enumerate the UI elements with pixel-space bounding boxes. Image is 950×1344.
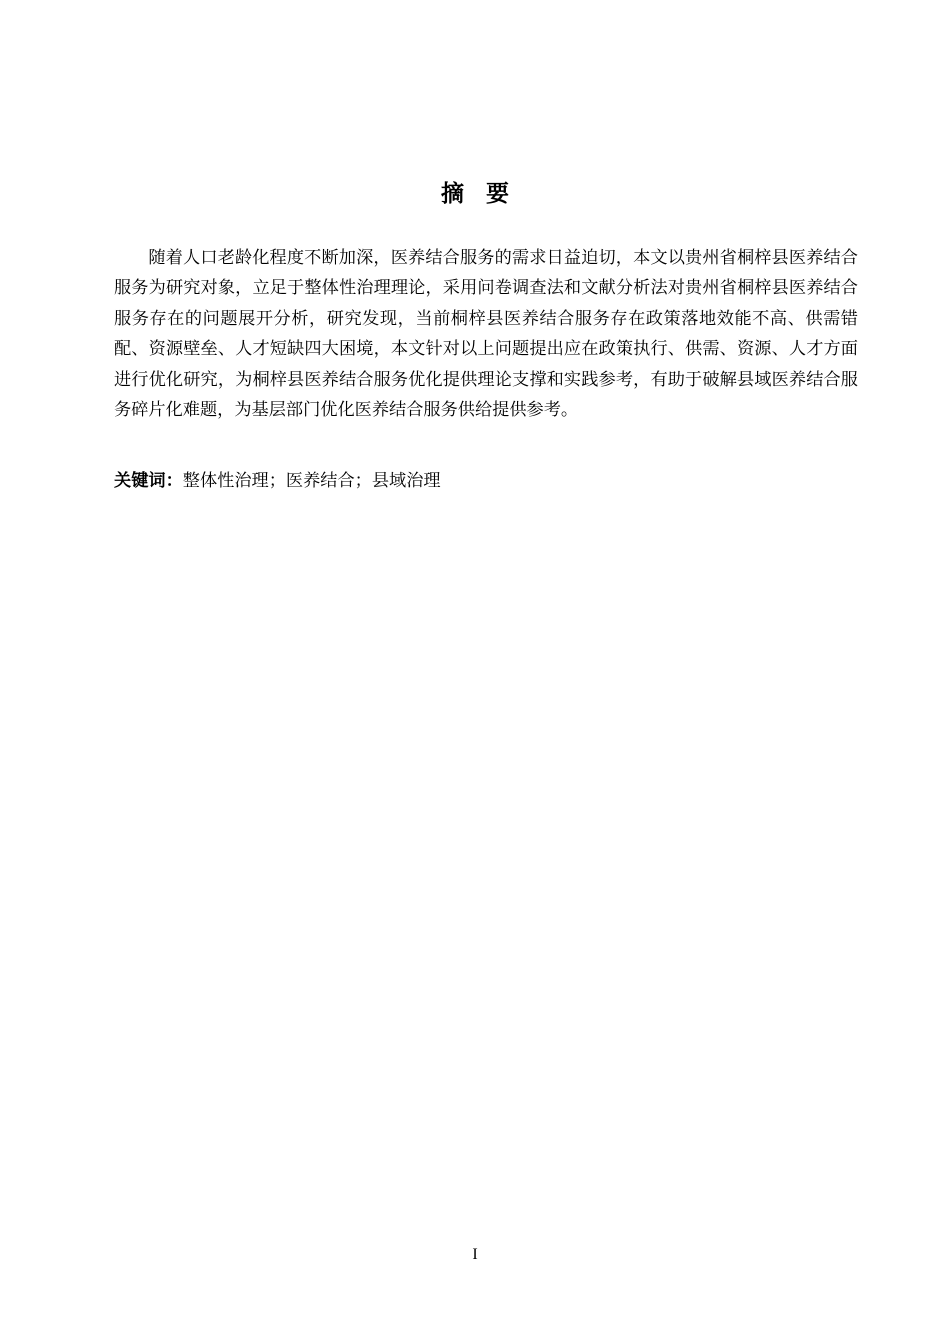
keywords-line — [114, 466, 858, 496]
abstract-heading-char-1: 摘 — [441, 181, 464, 207]
keywords-label: 关键词： — [114, 471, 183, 491]
keywords-value: 整体性治理；医养结合；县域治理 — [182, 471, 441, 491]
abstract-heading-char-2: 要 — [486, 181, 509, 207]
abstract-heading — [0, 178, 950, 210]
abstract-body: 随着人口老龄化程度不断加深，医养结合服务的需求日益迫切，本文以贵州省桐梓县医养结合服务为研究对象，立足于整体性治理理论，采用问卷调查法和文献分析法对贵州省桐梓县医养结合服务存在的问题展开分析，研究发现，当前桐梓县医养结合服务存在政策落地效能不高、供需错配、资源壁垒、人才短缺四大困境，本文针对以上问题提出应在政策执行、供需、资源、人才方面进行优化研究，为桐梓县医养结合服务优化提供理论支撑和实践参考，有助于破解县域医养结合服务碎片化难题，为基层部门优化医养结合服务供给提供参考。 — [114, 248, 858, 421]
page-number: I — [472, 1246, 478, 1263]
